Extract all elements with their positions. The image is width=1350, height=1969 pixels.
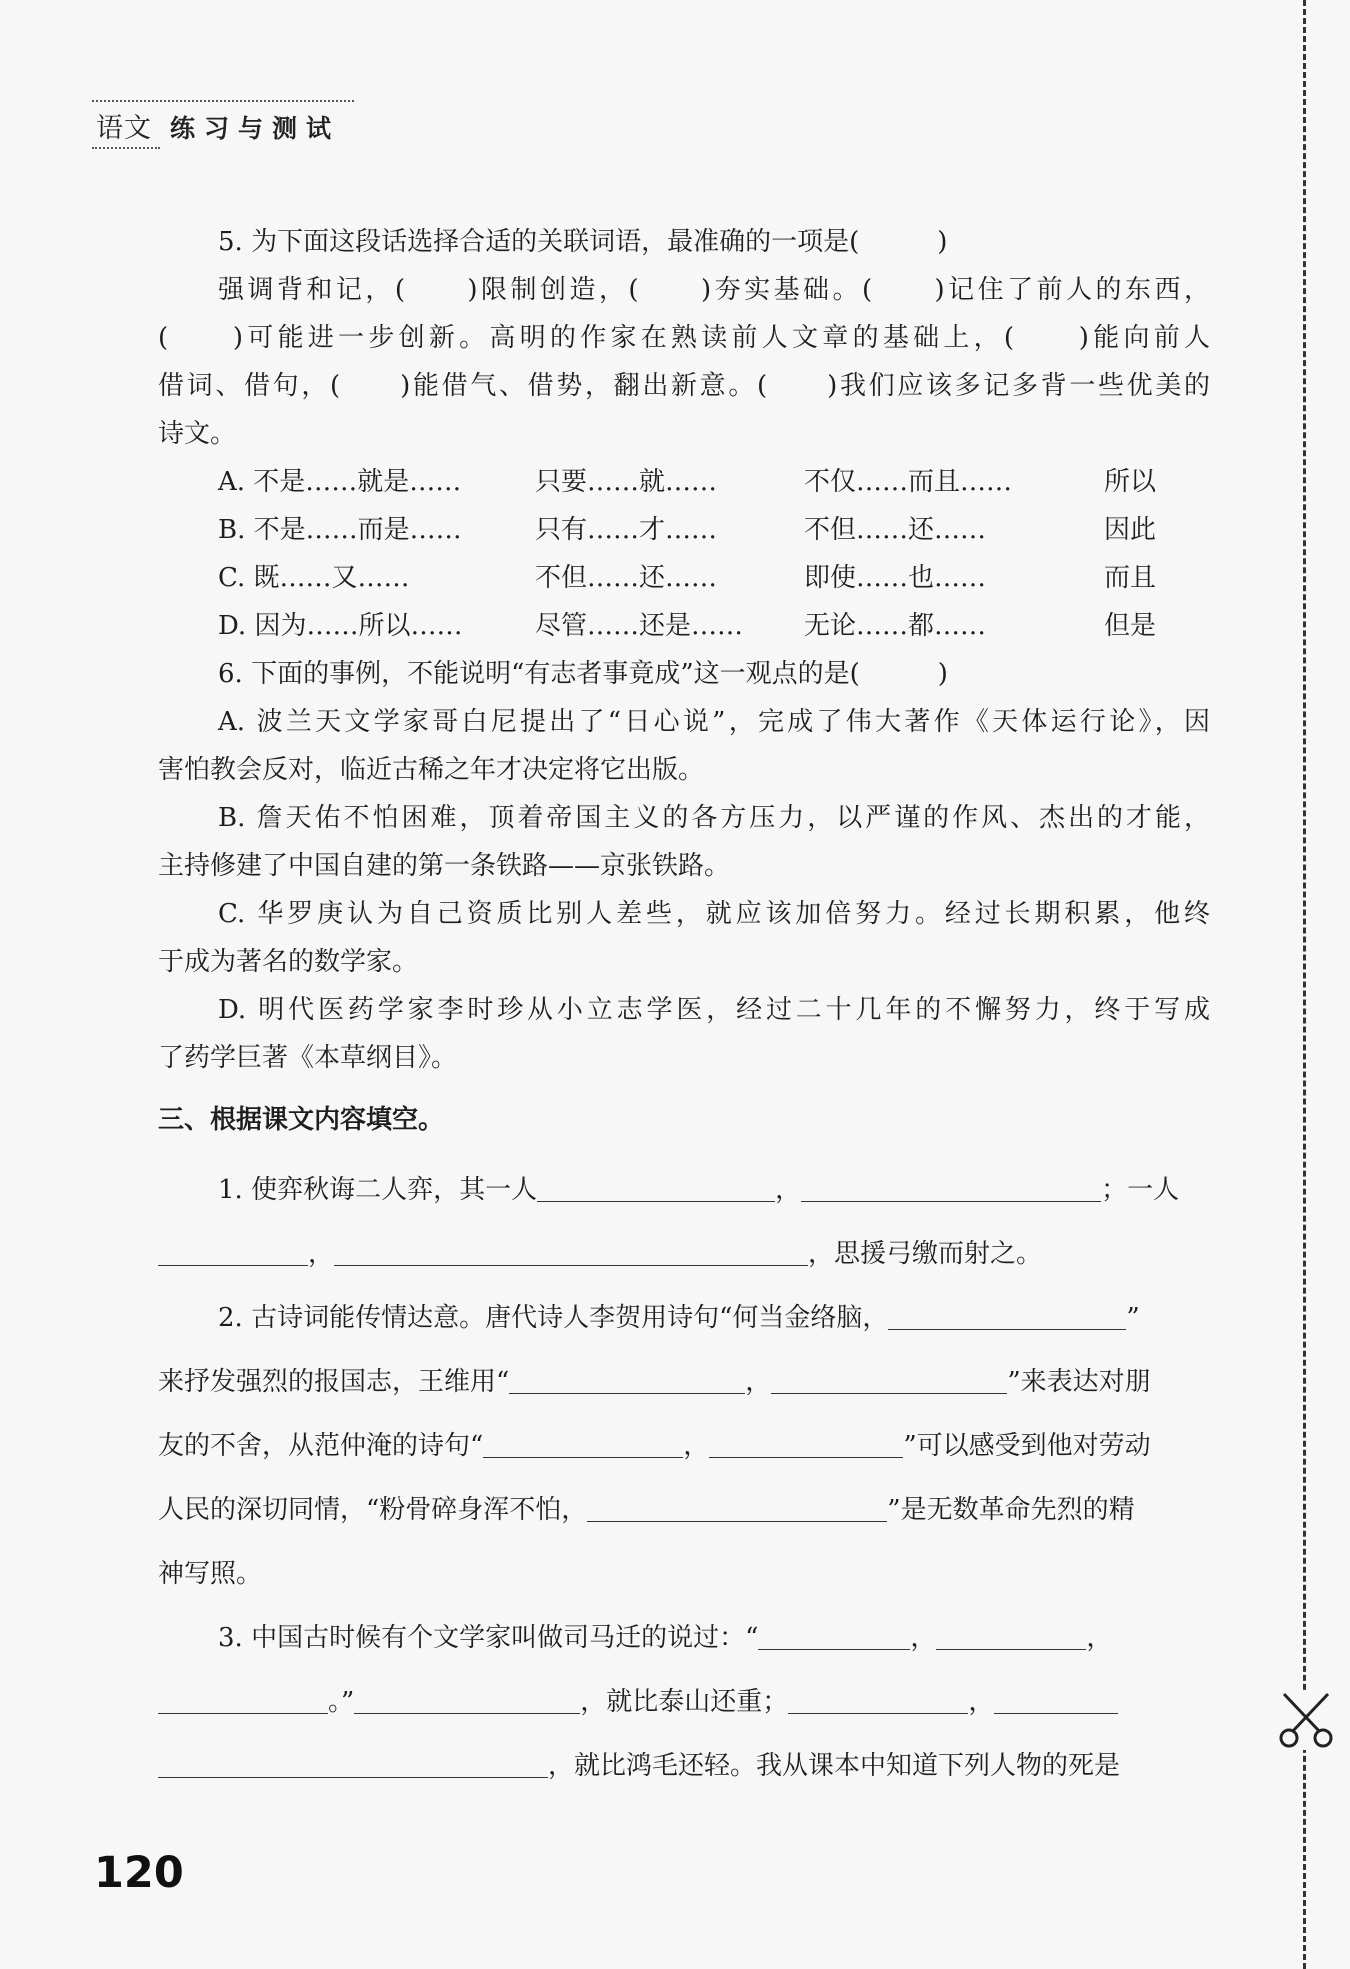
q5-line-4: 诗文。 (158, 419, 237, 449)
scissors-icon (1278, 1690, 1334, 1750)
answer-blank[interactable] (709, 1429, 903, 1458)
section-3-title: 三、根据课文内容填空。 (158, 1105, 445, 1135)
fill-2-line-5: 神写照。 (158, 1559, 263, 1589)
fill-2-line-2: 来抒发强烈的报国志，王维用“ ， ”来表达对朋 (158, 1367, 1151, 1397)
q5-option-a: A. 不是……就是…… 只要……就…… 不仅……而且…… 所以 (218, 467, 1157, 497)
fill-3-line-3: ，就比鸿毛还轻。我从课本中知道下列人物的死是 (158, 1734, 1210, 1798)
answer-blank[interactable] (537, 1173, 775, 1202)
fill-2-line-1: 2. 古诗词能传情达意。唐代诗人李贺用诗句“何当金络脑， ” (218, 1303, 1140, 1333)
q6-line-7: D. 明代医药学家李时珍从小立志学医，经过二十几年的不懈努力，终于写成 (218, 995, 1210, 1025)
page-number: 120 (94, 1848, 184, 1898)
q6-stem: 6. 下面的事例，不能说明“有志者事竟成”这一观点的是( ) (218, 659, 948, 689)
header-subject: 语文 (92, 106, 160, 149)
q5-line-3: 借词、借句，( )能借气、借势，翻出新意。( )我们应该多记多背一些优美的 (158, 371, 1210, 401)
q5-line-2: ( )可能进一步创新。高明的作家在熟读前人文章的基础上，( )能向前人 (158, 323, 1210, 353)
answer-blank[interactable] (801, 1173, 1101, 1202)
cut-line (1303, 0, 1306, 1969)
answer-blank[interactable] (509, 1365, 745, 1394)
fill-2-line-3: 友的不舍，从范仲淹的诗句“ ， ”可以感受到他对劳动 (158, 1431, 1151, 1461)
q6-line-4: 主持修建了中国自建的第一条铁路——京张铁路。 (158, 851, 731, 881)
fill-3-line-2: 。” ，就比泰山还重； ， (158, 1670, 1210, 1734)
q6-line-3: B. 詹天佑不怕困难，顶着帝国主义的各方压力，以严谨的作风、杰出的才能， (218, 803, 1210, 833)
fill-1-line-1: 1. 使弈秋诲二人弈，其一人 ， ；一人 (218, 1175, 1180, 1205)
answer-blank[interactable] (788, 1685, 968, 1714)
page-header (92, 100, 354, 144)
q6-line-2: 害怕教会反对，临近古稀之年才决定将它出版。 (158, 755, 705, 785)
q5-option-c: C. 既……又…… 不但……还…… 即使……也…… 而且 (218, 563, 1157, 593)
answer-blank[interactable] (771, 1365, 1007, 1394)
answer-blank[interactable] (994, 1685, 1118, 1714)
answer-blank[interactable] (483, 1429, 683, 1458)
answer-blank[interactable] (158, 1237, 308, 1266)
q5-option-d: D. 因为……所以…… 尽管……还是…… 无论……都…… 但是 (218, 611, 1157, 641)
answer-blank[interactable] (587, 1493, 887, 1522)
q6-line-8: 了药学巨著《本草纲目》。 (158, 1043, 458, 1073)
answer-blank[interactable] (334, 1237, 808, 1266)
answer-blank[interactable] (888, 1301, 1126, 1330)
fill-2-line-4: 人民的深切同情，“粉骨碎身浑不怕， ”是无数革命先烈的精 (158, 1495, 1135, 1525)
answer-blank[interactable] (354, 1685, 580, 1714)
fill-1-line-2: ， ，思援弓缴而射之。 (158, 1222, 1210, 1286)
q6-line-6: 于成为著名的数学家。 (158, 947, 419, 977)
answer-blank[interactable] (158, 1749, 548, 1778)
q5-option-b: B. 不是……而是…… 只有……才…… 不但……还…… 因此 (218, 515, 1157, 545)
answer-blank[interactable] (758, 1621, 910, 1650)
q6-line-1: A. 波兰天文学家哥白尼提出了“日心说”，完成了伟大著作《天体运行论》，因 (218, 707, 1210, 737)
fill-3-line-1: 3. 中国古时候有个文学家叫做司马迁的说过：“ ， ， (218, 1623, 1113, 1653)
answer-blank[interactable] (936, 1621, 1086, 1650)
answer-blank[interactable] (158, 1685, 328, 1714)
q6-line-5: C. 华罗庚认为自己资质比别人差些，就应该加倍努力。经过长期积累，他终 (218, 899, 1210, 929)
header-series: 练习与测试 (170, 114, 341, 143)
page-content (158, 218, 1210, 1798)
q5-line-1: 强调背和记，( )限制创造，( )夯实基础。( )记住了前人的东西， (218, 275, 1210, 305)
q5-stem: 5. 为下面这段话选择合适的关联词语，最准确的一项是( ) (218, 227, 948, 257)
